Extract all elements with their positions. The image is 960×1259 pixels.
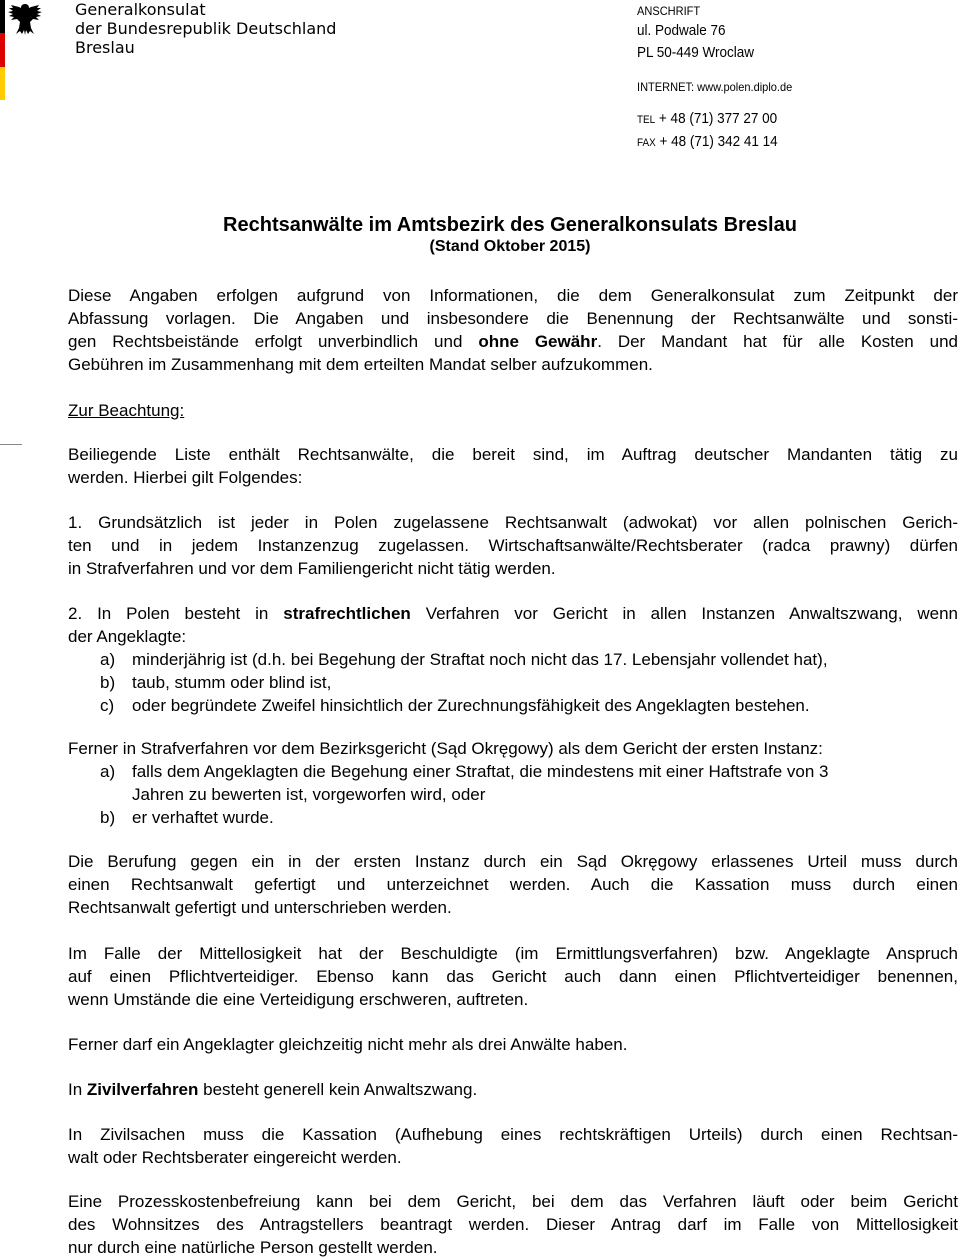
intro-line: Abfassung vorlagen. Die Angaben und insbesondere die Benennung der Rechtsanwälte und sonsti- — [68, 309, 958, 328]
beachtung-heading: Zur Beachtung: — [68, 401, 185, 420]
list-text: oder begründete Zweifel hinsichtlich der Zurechnungsfähigkeit des Angeklagten bestehen. — [132, 696, 810, 715]
p5-line: wenn Umstände die eine Verteidigung erschweren, auftreten. — [68, 990, 529, 1009]
p7-line — [68, 1078, 958, 1101]
intro-line: Diese Angaben erfolgen aufgrund von Informationen, die dem Generalkonsulat zum Zeitpunkt der — [68, 286, 958, 305]
p9-line: des Wohnsitzes des Antragstellers beantragt werden. Dieser Antrag darf im Falle von Mittellosigkeit — [68, 1215, 958, 1234]
p1-line: 1. Grundsätzlich ist jeder in Polen zugelassene Rechtsanwalt (adwokat) vor allen polnischen Gerich- — [68, 513, 958, 532]
internet-url[interactable]: www.polen.diplo.de — [697, 80, 793, 94]
paragraph-4 — [68, 850, 958, 919]
list-text: er verhaftet wurde. — [132, 808, 274, 827]
p1-line: in Strafverfahren und vor dem Familiengericht nicht tätig werden. — [68, 559, 556, 578]
p1-line: ten und in jedem Instanzenzug zugelassen. Wirtschaftsanwälte/Rechtsberater (radca prawny) dürfen — [68, 536, 958, 555]
p9-line: Eine Prozesskostenbefreiung kann bei dem Gericht, bei dem das Verfahren läuft oder beim Gericht — [68, 1192, 958, 1211]
intro-text: gen Rechtsbeistände erfolgt unverbindlich und — [68, 332, 479, 351]
fax-label: FAX — [637, 137, 656, 149]
paragraph-7 — [68, 1078, 958, 1101]
liste-line: Beiliegende Liste enthält Rechtsanwälte, die bereit sind, im Auftrag deutscher Mandanten tätig zu — [68, 445, 958, 464]
p4-line: einen Rechtsanwalt gefertigt und unterzeichnet werden. Auch die Kassation muss durch einen — [68, 875, 958, 894]
p2-list — [100, 648, 960, 717]
paragraph-5 — [68, 942, 958, 1011]
p6-line: Ferner darf ein Angeklagter gleichzeitig nicht mehr als drei Anwälte haben. — [68, 1035, 628, 1054]
p3-line: Ferner in Strafverfahren vor dem Bezirksgericht (Sąd Okręgowy) als dem Gericht der ersten Instanz: — [68, 739, 823, 758]
p2-line: der Angeklagte: — [68, 627, 187, 646]
paragraph-3 — [68, 737, 958, 760]
p8-line: In Zivilsachen muss die Kassation (Aufhebung eines rechtskräftigen Urteils) durch einen Rechtsan- — [68, 1125, 958, 1144]
paragraph-6 — [68, 1033, 958, 1056]
paragraph-9 — [68, 1190, 958, 1259]
fax-line — [637, 133, 778, 150]
org-line-1: Generalkonsulat — [75, 0, 206, 19]
list-item — [100, 648, 960, 671]
p7-emphasis: Zivilverfahren — [86, 1080, 199, 1099]
p2-emphasis: strafrechtlichen — [283, 604, 411, 623]
intro-emphasis: ohne Gewähr — [478, 332, 598, 351]
list-text: Jahren zu bewerten ist, vorgeworfen wird, oder — [132, 785, 486, 804]
intro-line — [68, 330, 958, 353]
p7-text: In — [68, 1080, 87, 1099]
p7-text: besteht generell kein Anwaltszwang. — [198, 1080, 478, 1099]
list-text: falls dem Angeklagten die Begehung einer Straftat, die mindestens mit einer Haftstrafe von 3 — [132, 762, 829, 781]
paragraph-1 — [68, 511, 958, 580]
p5-line: auf einen Pflichtverteidiger. Ebenso kann das Gericht auch dann einen Pflichtverteidiger benennen, — [68, 967, 958, 986]
margin-mark — [0, 444, 22, 445]
org-line-2: der Bundesrepublik Deutschland — [75, 19, 337, 38]
list-marker: b) — [100, 808, 116, 827]
federal-eagle-icon — [7, 2, 43, 36]
list-item — [100, 671, 960, 694]
list-marker: a) — [100, 650, 116, 669]
tel-line — [637, 110, 777, 127]
document-title: Rechtsanwälte im Amtsbezirk des Generalkonsulats Breslau — [223, 214, 797, 236]
document-subtitle: (Stand Oktober 2015) — [429, 238, 591, 255]
list-text: minderjährig ist (d.h. bei Begehung der Straftat noch nicht das 17. Lebensjahr vollendet hat), — [132, 650, 828, 669]
list-item — [100, 694, 960, 717]
address-city: PL 50-449 Wroclaw — [637, 44, 755, 61]
liste-line: werden. Hierbei gilt Folgendes: — [68, 468, 303, 487]
org-line-3: Breslau — [75, 38, 135, 57]
p8-line: walt oder Rechtsberater eingereicht werden. — [68, 1148, 402, 1167]
organization-name — [75, 0, 336, 57]
internet-line — [637, 80, 792, 94]
p2-text: Verfahren vor Gericht in allen Instanzen Anwaltszwang, wenn — [410, 604, 958, 623]
intro-paragraph — [68, 284, 958, 376]
p3-list — [100, 760, 960, 829]
liste-paragraph — [68, 443, 958, 489]
p4-line: Rechtsanwalt gefertigt und unterschrieben werden. — [68, 898, 452, 917]
flag-bar — [0, 0, 5, 100]
fax-number: + 48 (71) 342 41 14 — [659, 133, 778, 150]
list-marker: c) — [100, 696, 115, 715]
tel-number: + 48 (71) 377 27 00 — [658, 110, 778, 127]
paragraph-8 — [68, 1123, 958, 1169]
address-label: ANSCHRIFT — [637, 4, 701, 18]
p5-line: Im Falle der Mittellosigkeit hat der Beschuldigte (im Ermittlungsverfahren) bzw. Angeklagte Anspruch — [68, 944, 958, 963]
p4-line: Die Berufung gegen ein in der ersten Instanz durch ein Sąd Okręgowy erlassenes Urteil muss durch — [68, 852, 958, 871]
list-item — [100, 806, 960, 829]
tel-label: TEL — [637, 114, 656, 126]
address-street: ul. Podwale 76 — [637, 22, 726, 39]
intro-text: . Der Mandant hat für alle Kosten und — [597, 332, 959, 351]
intro-line: Gebühren im Zusammenhang mit dem erteilten Mandat selber aufzukommen. — [68, 355, 653, 374]
paragraph-2 — [68, 602, 958, 648]
p2-line — [68, 602, 958, 625]
p9-line: nur durch eine natürliche Person gestellt werden. — [68, 1238, 438, 1257]
list-marker: a) — [100, 762, 116, 781]
list-item — [100, 760, 960, 806]
list-text: taub, stumm oder blind ist, — [132, 673, 332, 692]
p2-text: 2. In Polen besteht in — [68, 604, 284, 623]
list-marker: b) — [100, 673, 116, 692]
internet-label: INTERNET: — [637, 80, 695, 94]
